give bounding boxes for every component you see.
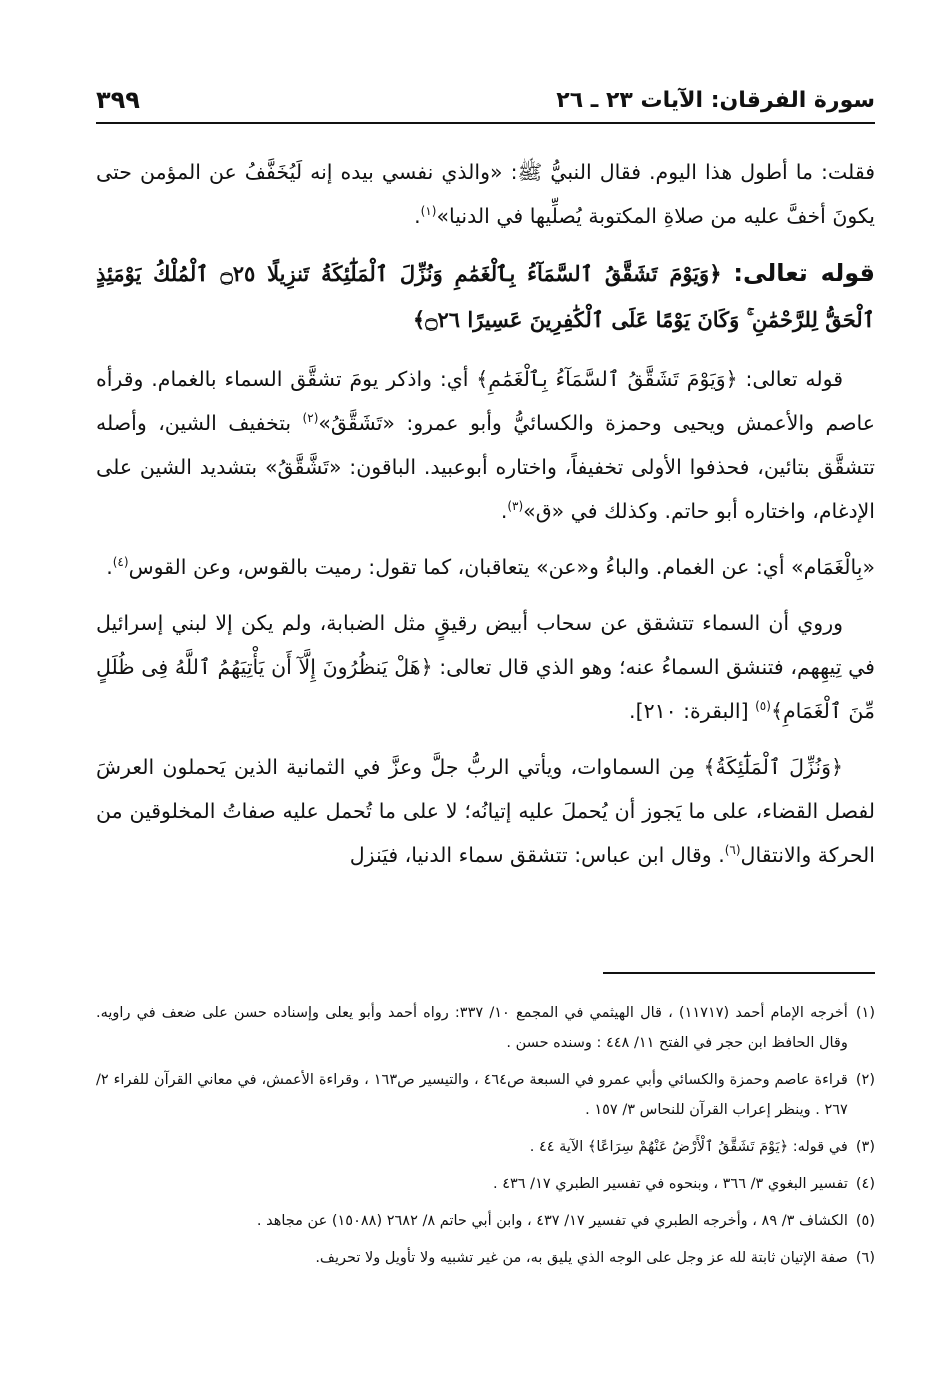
paragraph-end: [البقرة: ٢١٠].	[629, 699, 756, 723]
footnote-ref-3: (٣)	[507, 499, 524, 514]
verse-label: قوله تعالى:	[733, 259, 875, 287]
footnote-text: الكشاف ٣/ ٨٩ ، وأخرجه الطبري في تفسير ١٧/ ٤٣٧ ، وابن أبي حاتم ٨/ ٢٦٨٢ (١٥٠٨٨) عن مجاهد .	[256, 1213, 848, 1229]
footnote	[96, 1132, 875, 1162]
footnote	[96, 1243, 875, 1273]
footnote-ref-2: (٢)	[302, 411, 319, 426]
header-rule	[96, 122, 875, 124]
footnote-number: (٢)	[855, 1072, 875, 1088]
footnote-text: أخرجه الإمام أحمد (١١٧١٧) ، قال الهيثمي في المجمع ١٠/ ٣٣٧: رواه أحمد وأبو يعلى وإسناده حسن على ضعف في راويه. وقال الحافظ ابن حجر في الفتح ١١/ ٤٤٨ : وسنده حسن .	[96, 1005, 848, 1051]
paragraph-end: .	[106, 555, 113, 579]
paragraph-end: .	[500, 499, 508, 523]
paragraph-tafsir-3	[96, 601, 875, 733]
footnote-text: قراءة عاصم وحمزة والكسائي وأبي عمرو في السبعة ص٤٦٤ ، والتيسير ص١٦٣ ، وقراءة الأعمش، في معاني القرآن للفراء ٢/ ٢٦٧ . وينظر إعراب القرآن للنحاس ٣/ ١٥٧ .	[96, 1072, 848, 1118]
paragraph-end: .	[414, 204, 421, 228]
paragraph-text: فقلت: ما أطول هذا اليوم. فقال النبيُّ ﷺ: «والذي نفسي بيده إنه لَيُخَفَّفُ عن المؤمن حتى يكونَ أخفَّ عليه من صلاةِ المكتوبة يُصلِّيها في الدنيا»	[96, 160, 875, 228]
paragraph-tafsir-2	[96, 545, 875, 589]
running-header	[96, 80, 875, 120]
footnote-text: صفة الإتيان ثابتة لله عز وجل على الوجه الذي يليق به، من غير تشبيه ولا تأويل ولا تحريف.	[315, 1250, 848, 1266]
footnote	[96, 1065, 875, 1125]
verse-heading	[96, 250, 875, 343]
footnote-number: (٦)	[855, 1250, 875, 1266]
paragraph-text: وروي أن السماء تتشقق عن سحاب أبيض رقيقٍ مثل الضبابة، ولم يكن إلا لبني إسرائيل في تِيهِهم، فتنشق السماءُ عنه؛ وهو الذي قال تعالى: ﴿هَلْ يَنظُرُونَ إِلَّآ أَن يَأْتِيَهُمُ ٱللَّهُ فِى ظُلَلٍ مِّنَ ٱلْغَمَامِ﴾	[96, 611, 875, 723]
footnote-number: (١)	[855, 1005, 875, 1021]
paragraph-text: ﴿وَنُزِّلَ ٱلْمَلَٰٓئِكَةُ﴾ مِن السماوات، ويأتي الربُّ جلَّ وعزَّ في الثمانية الذين يَحملون العرشَ لفصل القضاء، على ما يَجوز أن يُحملَ عليه إتيانُه؛ لا على ما تُحمل عليه صفاتُ المخلوقين من الحركة والانتقال	[96, 755, 875, 867]
footnote-text: في قوله: ﴿يَوْمَ تَشَقَّقُ ٱلْأَرْضُ عَنْهُمْ سِرَاعًا﴾ الآية ٤٤ .	[529, 1139, 848, 1155]
footnote-number: (٥)	[855, 1213, 875, 1229]
page-number: ٣٩٩	[96, 86, 140, 114]
footnote	[96, 998, 875, 1058]
footnote-ref-5: (٥)	[755, 699, 771, 714]
footnote-ref-1: (١)	[420, 204, 437, 219]
footnote-ref-6: (٦)	[724, 843, 741, 858]
footnote-number: (٣)	[855, 1139, 875, 1155]
main-text	[96, 150, 875, 889]
paragraph-tafsir-1	[96, 357, 875, 533]
footnote-rule	[603, 972, 875, 974]
paragraph-tafsir-4	[96, 745, 875, 877]
paragraph-hadith	[96, 150, 875, 238]
paragraph-text: «بِالْغَمَام» أي: عن الغمام. والباءُ و«عن» يتعاقبان، كما تقول: رميت بالقوس، وعن القوس	[128, 555, 875, 579]
quran-verse: ﴿وَيَوْمَ تَشَقَّقُ ٱلسَّمَآءُ بِٱلْغَمَٰمِ وَنُزِّلَ ٱلْمَلَٰٓئِكَةُ تَنزِيلًا ۝٢٥ ٱلْمُلْكُ يَوْمَئِذٍ ٱلْحَقُّ لِلرَّحْمَٰنِ ۚ وَكَانَ يَوْمًا عَلَى ٱلْكَٰفِرِينَ عَسِيرًا ۝٢٦﴾	[96, 261, 875, 332]
footnote	[96, 1169, 875, 1199]
paragraph-end: . وقال ابن عباس: تتشقق سماء الدنيا، فيَنزل	[349, 843, 725, 867]
footnote-ref-4: (٤)	[112, 555, 129, 570]
paragraph-text: بتخفيف الشين، وأصله تتشقَّق بتائين، فحذفوا الأولى تخفيفاً، واختاره أبوعبيد. الباقون: «تَشَّقَّقُ» بتشديد الشين على الإدغام، واختاره أبو حاتم. وكذلك في «ق»	[96, 411, 875, 523]
running-title: سورة الفرقان: الآيات ٢٣ ـ ٢٦	[556, 87, 875, 113]
footnote-text: تفسير البغوي ٣/ ٣٦٦ ، وبنحوه في تفسير الطبري ١٧/ ٤٣٦ .	[492, 1176, 848, 1192]
footnote-number: (٤)	[855, 1176, 875, 1192]
footnotes	[96, 998, 875, 1280]
footnote	[96, 1206, 875, 1236]
book-page	[96, 0, 875, 1386]
paragraph-text: قوله تعالى: ﴿وَيَوْمَ تَشَقَّقُ ٱلسَّمَآءُ بِٱلْغَمَٰمِ﴾ أي: واذكر يومَ تشقَّق السماء بالغمام. وقرأه عاصم والأعمش ويحيى وحمزة والكسائيُّ وأبو عمرو: «تَشَقَّقُ»	[96, 367, 875, 435]
